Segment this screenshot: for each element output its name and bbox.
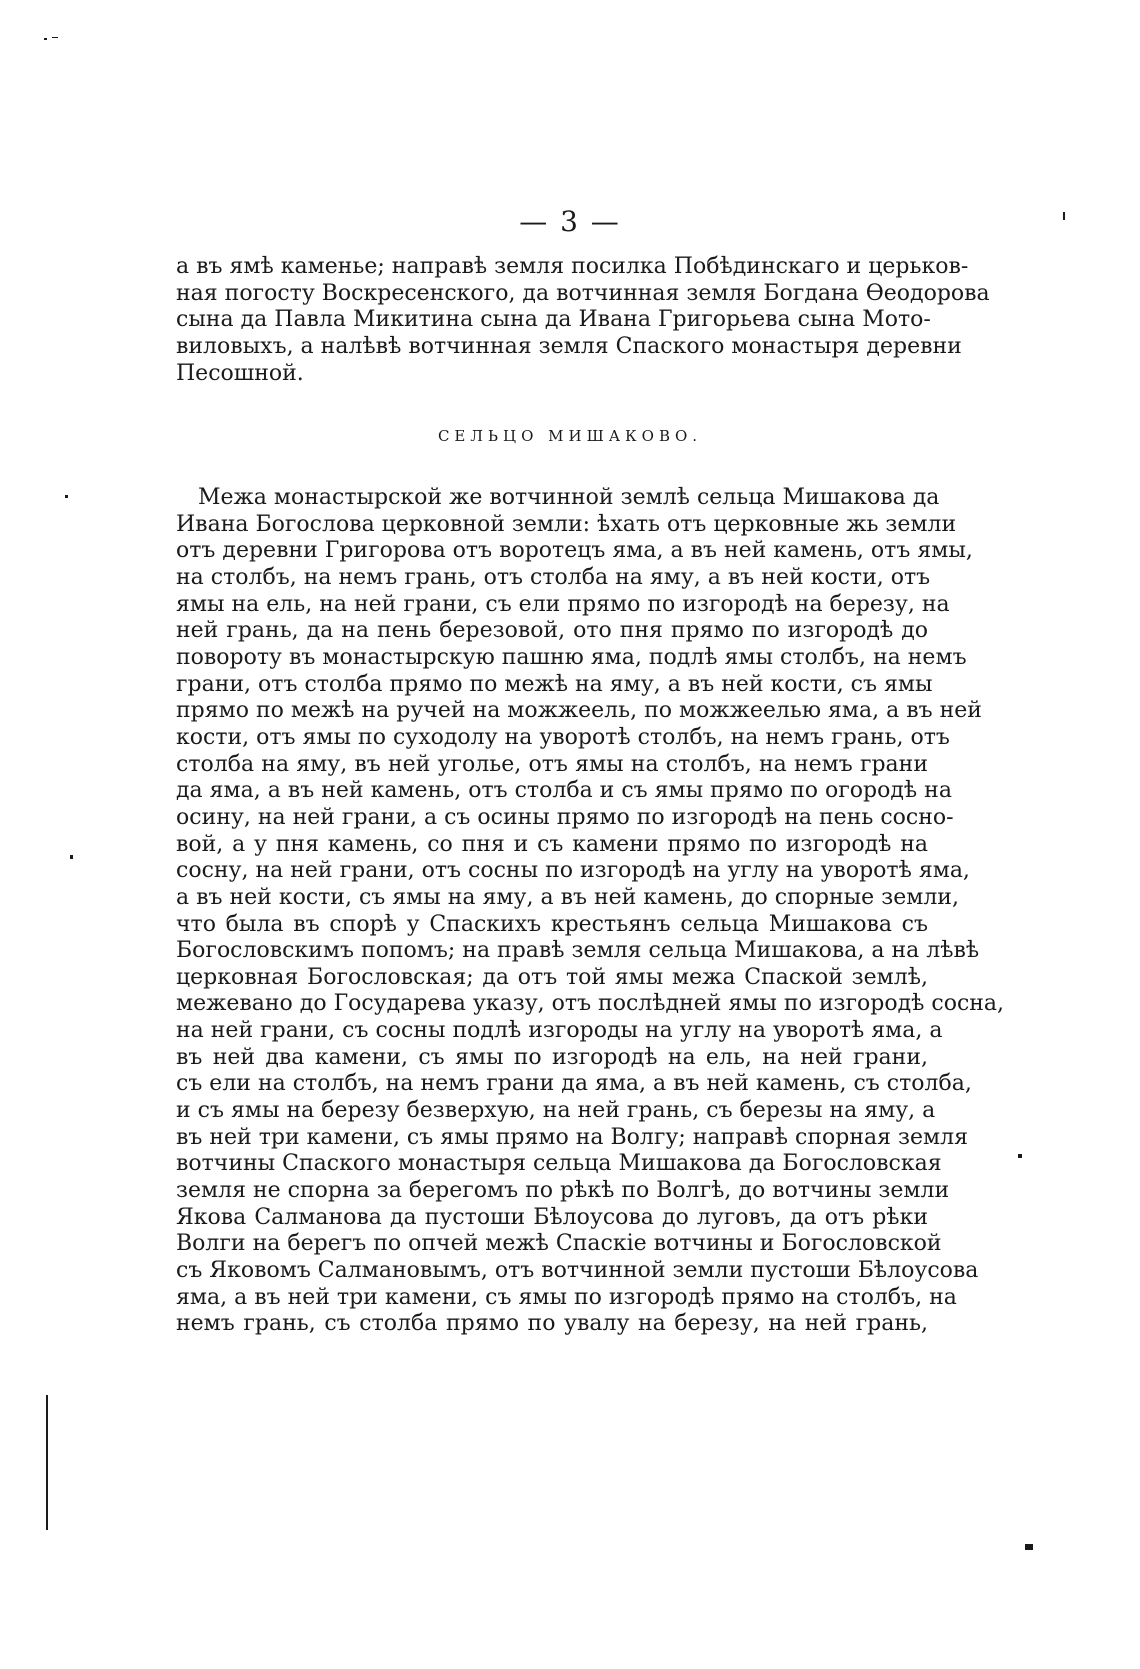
text-line: земля не спорна за берегомъ по рѣкѣ по Волгѣ, до вотчины земли xyxy=(176,1178,950,1204)
page-number: — 3 — xyxy=(519,205,621,238)
text-line: Песошной. xyxy=(176,360,304,386)
text-line: вотчины Спаского монастыря сельца Мишакова да Богословская xyxy=(176,1151,942,1177)
text-line: немъ грань, съ столба прямо по увалу на березу, на ней грань, xyxy=(176,1311,928,1337)
main-paragraph xyxy=(176,485,1005,1338)
scan-speck xyxy=(52,37,58,38)
text-line: виловыхъ, а налѣвѣ вотчинная земля Спаского монастыря деревни xyxy=(176,333,962,359)
text-line: на столбъ, на немъ грань, отъ столба на яму, а въ ней кости, отъ xyxy=(176,564,931,590)
scan-speck xyxy=(70,855,73,859)
text-line: Волги на берегъ по опчей межѣ Спаскіе вотчины и Богословской xyxy=(176,1231,942,1257)
text-line: съ ели на столбъ, на немъ грани да яма, а въ ней камень, съ столба, xyxy=(176,1071,972,1097)
text-line: отъ деревни Григорова отъ воротецъ яма, а въ ней камень, отъ ямы, xyxy=(176,538,973,564)
text-line: и съ ямы на березу безверхую, на ней грань, съ березы на яму, а xyxy=(176,1098,936,1124)
text-line: на ней грани, съ сосны подлѣ изгороды на углу на уворотѣ яма, а xyxy=(176,1018,943,1044)
section-heading: СЕЛЬЦО МИШАКОВО. xyxy=(437,427,703,445)
text-line: вой, а у пня камень, со пня и съ камени прямо по изгородѣ на xyxy=(176,831,928,857)
intro-paragraph xyxy=(176,254,990,387)
text-line: что была въ спорѣ у Спаскихъ крестьянъ сельца Мишакова съ xyxy=(176,911,928,937)
text-line: съ Яковомъ Салмановымъ, отъ вотчинной земли пустоши Бѣлоусова xyxy=(176,1258,979,1284)
text-line: въ ней три камени, съ ямы прямо на Волгу; направѣ спорная земля xyxy=(176,1124,968,1150)
text-line: сына да Павла Микитина сына да Ивана Григорьева сына Мото- xyxy=(176,307,931,333)
text-line: повороту въ монастырскую пашню яма, подлѣ ямы столбъ, на немъ xyxy=(176,644,967,670)
text-line: сосну, на ней грани, отъ сосны по изгородѣ на углу на уворотѣ яма, xyxy=(176,858,970,884)
text-line: а въ ямѣ каменье; направѣ земля посилка Побѣдинскаго и церьков- xyxy=(176,254,969,279)
text-line: да яма, а въ ней камень, отъ столба и съ ямы прямо по огородѣ на xyxy=(176,778,952,804)
text-line: Ивана Богослова церковной земли: ѣхать отъ церковные жь земли xyxy=(176,511,957,537)
text-line: ней грань, да на пень березовой, ото пня прямо по изгородѣ до xyxy=(176,618,928,644)
scan-speck xyxy=(65,495,68,498)
scan-speck xyxy=(44,38,47,40)
text-line: въ ней два камени, съ ямы по изгородѣ на ель, на ней грани, xyxy=(176,1044,928,1070)
text-line: кости, отъ ямы по суходолу на уворотѣ столбъ, на немъ грань, отъ xyxy=(176,724,950,750)
text-line: Межа монастырской же вотчинной землѣ сельца Мишакова да xyxy=(198,485,940,510)
text-line: Богословскимъ попомъ; на правѣ земля сельца Мишакова, а на лѣвѣ xyxy=(176,938,980,964)
text-line: столба на яму, въ ней уголье, отъ ямы на столбъ, на немъ грани xyxy=(176,751,928,777)
text-line: церковная Богословская; да отъ той ямы межа Спаской землѣ, xyxy=(176,964,928,990)
scan-speck xyxy=(1025,1544,1033,1550)
text-line: ямы на ель, на ней грани, съ ели прямо по изгородѣ на березу, на xyxy=(176,591,950,617)
text-line: а въ ней кости, съ ямы на яму, а въ ней камень, до спорные земли, xyxy=(176,884,959,910)
text-line: грани, отъ столба прямо по межѣ на яму, а въ ней кости, съ ямы xyxy=(176,671,933,697)
text-line: Якова Салманова да пустоши Бѣлоусова до луговъ, да отъ рѣки xyxy=(176,1204,928,1230)
text-line: яма, а въ ней три камени, съ ямы по изгородѣ прямо на столбъ, на xyxy=(176,1284,957,1310)
scan-speck xyxy=(1018,1154,1022,1158)
text-line: осину, на ней грани, а съ осины прямо по изгородѣ на пень сосно- xyxy=(176,804,954,830)
text-line: прямо по межѣ на ручей на можжеель, по можжеелью яма, а въ ней xyxy=(176,698,982,724)
scan-edge-line xyxy=(46,1395,48,1530)
text-line: межевано до Государева указу, отъ послѣдней ямы по изгородѣ сосна, xyxy=(176,991,1005,1017)
text-line: ная погосту Воскресенского, да вотчинная земля Богдана Ѳеодорова xyxy=(176,280,990,306)
